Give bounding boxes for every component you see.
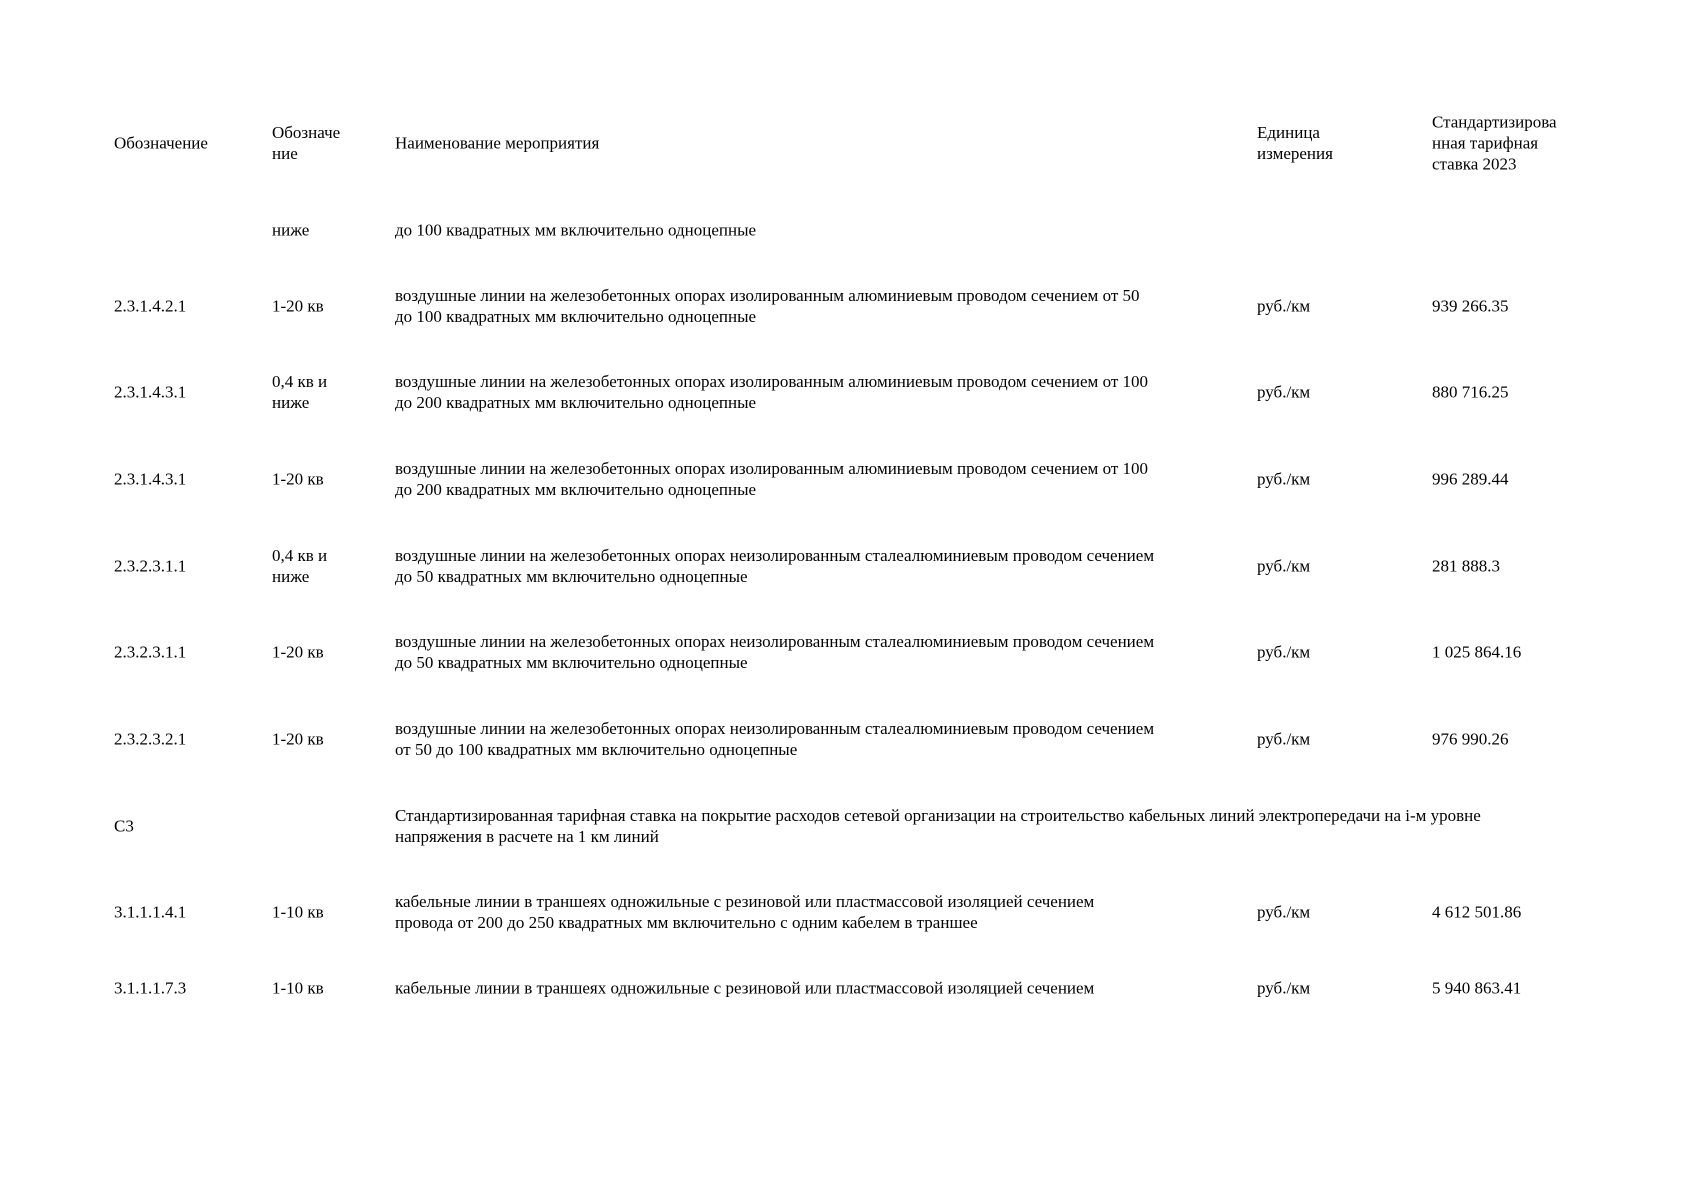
row-unit: руб./км	[1257, 382, 1311, 402]
row-event-name: кабельные линии в траншеях одножильные с резиновой или пластмассовой изоляцией сечением	[395, 978, 1095, 998]
row-unit: руб./км	[1257, 642, 1311, 662]
row-event-name: воздушные линии на железобетонных опорах неизолированным сталеалюминиевым проводом сечением до 50 квадратных мм включительно одноцепные	[395, 546, 1155, 586]
row-voltage-level: 1-10 кв	[272, 902, 324, 922]
row-rate: 4 612 501.86	[1432, 902, 1522, 922]
row-code: 2.3.2.3.1.1	[114, 642, 187, 662]
row-event-name: воздушные линии на железобетонных опорах неизолированным сталеалюминиевым проводом сечением до 50 квадратных мм включительно одноцепные	[395, 632, 1155, 672]
row-rate: 976 990.26	[1432, 729, 1509, 749]
row-event-name: Стандартизированная тарифная ставка на покрытие расходов сетевой организации на строительство кабельных линий электропередачи на i-м уровне напряжения в расчете на 1 км линий	[395, 806, 1481, 846]
row-rate: 880 716.25	[1432, 382, 1509, 402]
row-code: 2.3.1.4.3.1	[114, 382, 187, 402]
row-unit: руб./км	[1257, 729, 1311, 749]
row-unit: руб./км	[1257, 902, 1311, 922]
row-event-name: воздушные линии на железобетонных опорах неизолированным сталеалюминиевым проводом сечением от 50 до 100 квадратных мм включительно одноцепные	[395, 719, 1155, 759]
row-voltage-level: 1-20 кв	[272, 642, 324, 662]
header-designation: Обозначение	[114, 133, 208, 153]
row-event-name: воздушные линии на железобетонных опорах изолированным алюминиевым проводом сечением от 100 до 200 квадратных мм включительно одноцепные	[395, 459, 1149, 499]
row-event-name: воздушные линии на железобетонных опорах изолированным алюминиевым проводом сечением от 50 до 100 квадратных мм включительно одноцепные	[395, 286, 1140, 326]
row-voltage-level: 1-20 кв	[272, 469, 324, 489]
row-event-name: воздушные линии на железобетонных опорах изолированным алюминиевым проводом сечением от 100 до 200 квадратных мм включительно одноцепные	[395, 372, 1149, 412]
row-voltage-level: ниже	[272, 220, 310, 240]
row-code: 2.3.1.4.3.1	[114, 469, 187, 489]
row-unit: руб./км	[1257, 556, 1311, 576]
row-event-name: кабельные линии в траншеях одножильные с резиновой или пластмассовой изоляцией сечением провода от 200 до 250 квадратных мм включительно с одним кабелем в траншее	[395, 892, 1095, 932]
row-voltage-level: 0,4 кв и ниже	[272, 546, 328, 586]
row-unit: руб./км	[1257, 469, 1311, 489]
row-event-name: до 100 квадратных мм включительно одноцепные	[395, 220, 757, 240]
header-designation-2: Обозначе ние	[272, 123, 341, 163]
row-voltage-level: 0,4 кв и ниже	[272, 372, 328, 412]
row-code: 2.3.1.4.2.1	[114, 296, 187, 316]
row-rate: 939 266.35	[1432, 296, 1509, 316]
header-unit: Единица измерения	[1257, 123, 1333, 163]
row-code: 3.1.1.1.7.3	[114, 978, 187, 998]
row-rate: 281 888.3	[1432, 556, 1500, 576]
row-unit: руб./км	[1257, 296, 1311, 316]
row-voltage-level: 1-10 кв	[272, 978, 324, 998]
row-code: 2.3.2.3.1.1	[114, 556, 187, 576]
row-code: 3.1.1.1.4.1	[114, 902, 187, 922]
row-code: 2.3.2.3.2.1	[114, 729, 187, 749]
row-rate: 1 025 864.16	[1432, 642, 1522, 662]
header-rate: Стандартизирова нная тарифная ставка 2023	[1432, 112, 1557, 174]
row-voltage-level: 1-20 кв	[272, 296, 324, 316]
row-rate: 5 940 863.41	[1432, 978, 1522, 998]
row-unit: руб./км	[1257, 978, 1311, 998]
row-rate: 996 289.44	[1432, 469, 1509, 489]
row-code: С3	[114, 816, 134, 836]
header-event-name: Наименование мероприятия	[395, 133, 600, 153]
row-voltage-level: 1-20 кв	[272, 729, 324, 749]
